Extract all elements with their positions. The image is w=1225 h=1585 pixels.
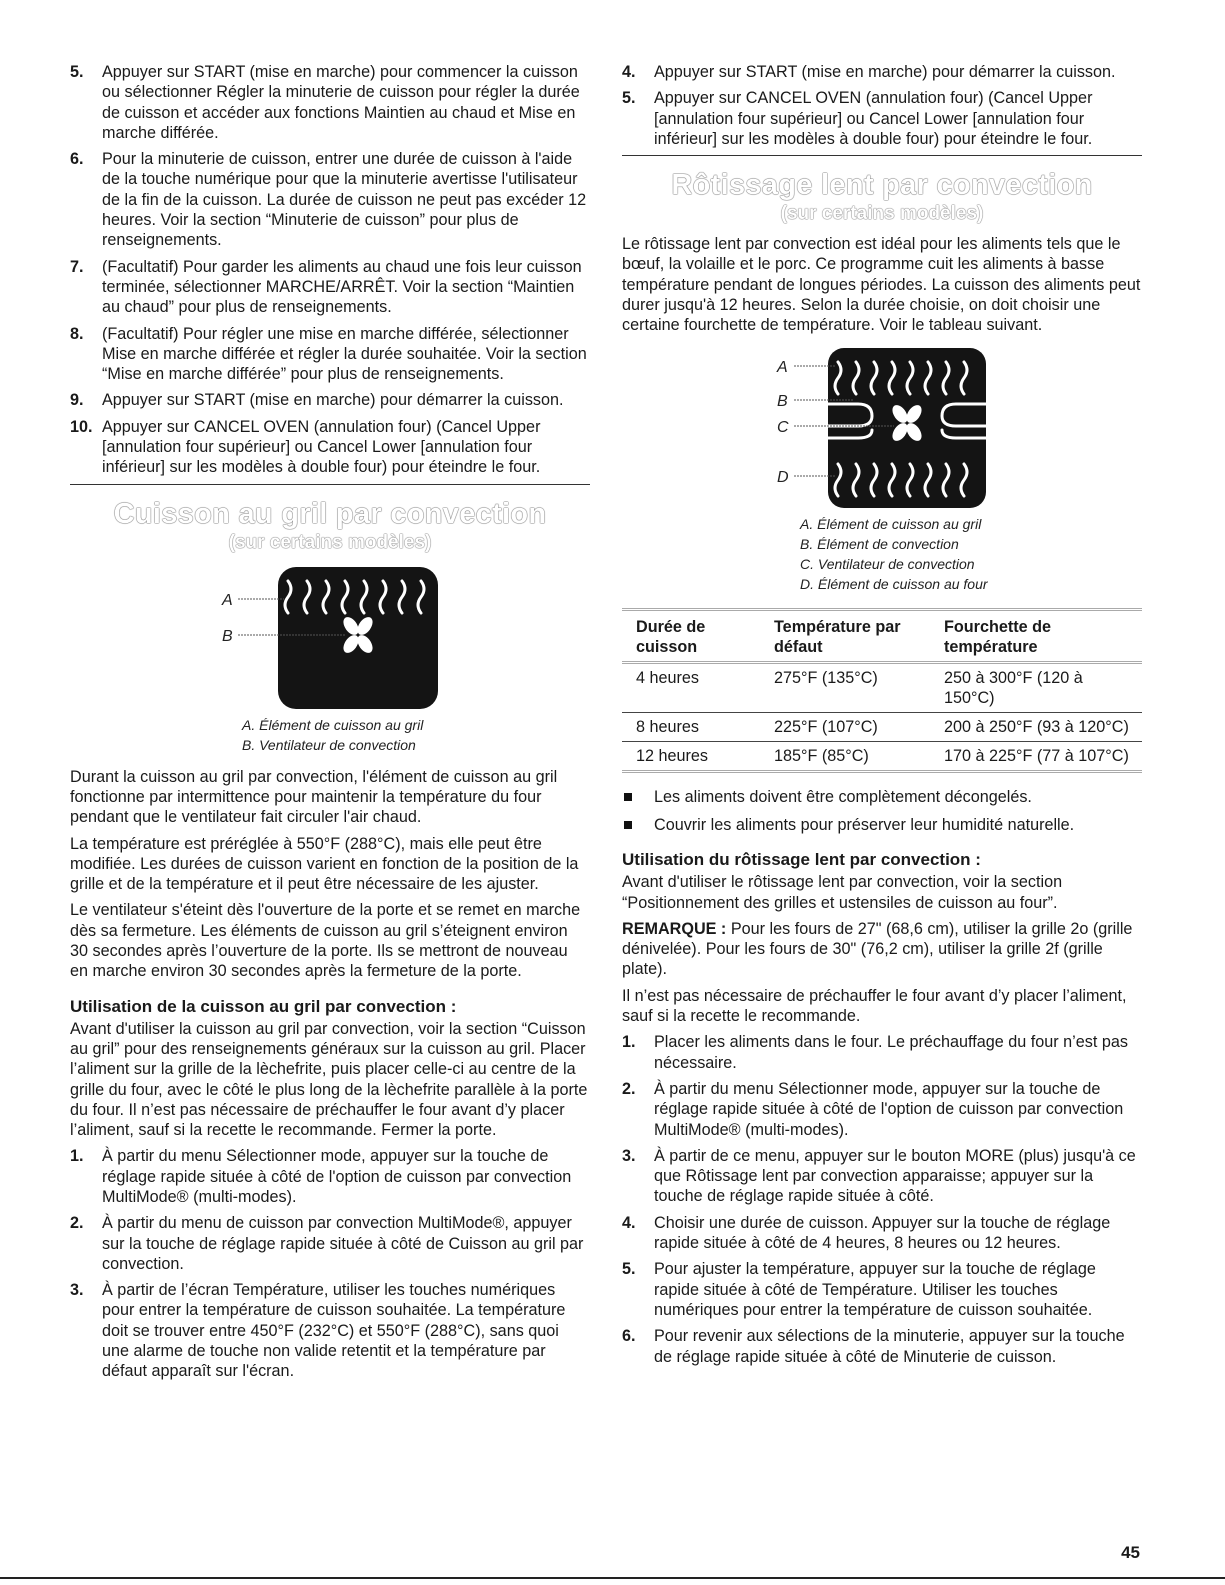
- slow-roast-captions: A. Élément de cuisson au gril B. Élément de convection C. Ventilateur de convection D. Élément de cuisson au four: [800, 515, 988, 592]
- label-c: C: [777, 418, 789, 436]
- list-item: 5. Pour ajuster la température, appuyer sur la touche de réglage rapide située à côté de Température. Utiliser les touches numériques pour entrer la température de cuisson souhaitée.: [622, 1260, 1096, 1319]
- page-number: 45: [1121, 1543, 1140, 1562]
- steps-use-broil: [70, 1146, 590, 1381]
- steps-use-slow-roast: [622, 1032, 1142, 1366]
- steps-top-left: [70, 62, 590, 478]
- bullet-list: [622, 787, 1142, 836]
- list-item: 2. À partir du menu Sélectionner mode, appuyer sur la touche de réglage rapide située à côté de l'option de cuisson par convection MultiMode® (multi-modes).: [622, 1079, 1124, 1139]
- slow-roast-oven-diagram: [622, 342, 1142, 510]
- label-b: B: [777, 392, 788, 410]
- note-label: REMARQUE :: [622, 919, 727, 938]
- slow-roast-table: [622, 608, 1142, 773]
- label-b: B: [222, 627, 233, 645]
- list-item: 4. Choisir une durée de cuisson. Appuyer sur la touche de réglage rapide située à côté de 4 heures, 8 heures ou 12 heures.: [622, 1213, 1111, 1253]
- note-paragraph: REMARQUE : Pour les fours de 27" (68,6 cm), utiliser la grille 2o (grille dénivelée). Pour les fours de 30" (76,2 cm), utiliser la grille 2f (grille plate).: [622, 919, 1133, 979]
- paragraph: La température est préréglée à 550°F (288°C), mais elle peut être modifiée. Les durées de cuisson varient en fonction de la position de la grille et de la température et il peut être nécessaire de les ajuster.: [70, 834, 579, 894]
- list-item: 1. Placer les aliments dans le four. Le préchauffage du four n’est pas nécessaire.: [622, 1033, 1128, 1072]
- list-item: 5. Appuyer sur CANCEL OVEN (annulation four) (Cancel Upper [annulation four supérieur] ou Cancel Lower [annulation four inférieur] sur les modèles à double four) pour éteindre le four.: [622, 89, 1093, 148]
- list-item: 3. À partir de l’écran Température, utiliser les touches numériques pour entrer la température de cuisson souhaitée. La température doit se trouver entre 450°F (232°C) et 550°F (288°C), sans quoi une alarme de touche non valide retentit et la température par défaut apparaît sur l'écran.: [70, 1281, 566, 1381]
- section-title-slow-roast: Rôtissage lent par convection: [671, 169, 1093, 202]
- list-item: Couvrir les aliments pour préserver leur humidité naturelle.: [622, 815, 1142, 835]
- bullet-icon: [624, 821, 632, 829]
- list-item: 2. À partir du menu de cuisson par convection MultiMode®, appuyer sur la touche de réglage rapide située à côté de Cuisson au gril par convection.: [70, 1214, 584, 1273]
- section-subtitle-slow-roast: (sur certains modèles): [780, 203, 984, 225]
- section-divider: [70, 484, 590, 485]
- section-divider: [622, 155, 1142, 156]
- list-item: 6. Pour revenir aux sélections de la minuterie, appuyer sur la touche de réglage rapide située à côté de Minuterie de cuisson.: [622, 1327, 1125, 1366]
- left-column: [70, 62, 590, 1388]
- label-a: A: [222, 591, 233, 609]
- paragraph: Avant d'utiliser la cuisson au gril par convection, voir la section “Cuisson au gril” pour des renseignements généraux sur la cuisson au gril. Placer l’aliment sur la grille de la lèchefrite, puis placer celle-ci au centre de la grille du four, avec le côté le plus long de la lèchefrite parallèle à la porte du four. Il n’est pas nécessaire de préchauffer le four avant d’y placer l’aliment, sauf si la recette le recommande. Fermer la porte.: [70, 1019, 588, 1140]
- broil-oven-diagram: [70, 563, 590, 711]
- list-item: 8. (Facultatif) Pour régler une mise en marche différée, sélectionner Mise en marche différée et régler la durée souhaitée. Voir la section “Mise en marche différée” pour plus de renseignements.: [70, 324, 587, 384]
- broil-captions: A. Élément de cuisson au gril B. Ventilateur de convection: [242, 716, 424, 753]
- section-title-broil: Cuisson au gril par convection: [113, 497, 547, 530]
- heading-use-slow-roast: Utilisation du rôtissage lent par convection :: [622, 850, 981, 870]
- list-item: 3. À partir de ce menu, appuyer sur le bouton MORE (plus) jusqu'à ce que Rôtissage lent par convection apparaisse; appuyer sur la touche de réglage rapide située à côté.: [622, 1146, 1136, 1206]
- list-item: 5. Appuyer sur START (mise en marche) pour commencer la cuisson ou sélectionner Régler la minuterie de cuisson pour régler la durée de cuisson et accéder aux fonctions Maintien au chaud et Mise en marche différée.: [70, 63, 580, 142]
- list-item: 1. À partir du menu Sélectionner mode, appuyer sur la touche de réglage rapide située à côté de l'option de cuisson par convection MultiMode® (multi-modes).: [70, 1147, 572, 1206]
- label-a: A: [777, 358, 788, 376]
- label-d: D: [777, 468, 789, 486]
- list-item: 10. Appuyer sur CANCEL OVEN (annulation four) (Cancel Upper [annulation four supérieur] ou Cancel Lower [annulation four inférieur] sur les modèles à double four) pour éteindre le four.: [70, 417, 541, 477]
- intro-paragraph: Le rôtissage lent par convection est idéal pour les aliments tels que le bœuf, la volaille et le porc. Ce programme cuit les aliments à basse température pendant de longues périodes. La cuisson des aliments peut durer jusqu'à 12 heures. Selon la durée choisie, on doit choisir une certaine fourchette de température. Voir le tableau suivant.: [622, 235, 1141, 335]
- paragraph: Il n’est pas nécessaire de préchauffer le four avant d’y placer l’aliment, sauf si la recette le recommande.: [622, 986, 1127, 1026]
- paragraph: Durant la cuisson au gril par convection, l'élément de cuisson au gril fonctionne par intermittence pour maintenir la température du four pendant que le ventilateur fait circuler l'air chaud.: [70, 767, 558, 827]
- table-row: 8 heures 225°F (107°C) 200 à 250°F (93 à 120°C): [622, 712, 1142, 741]
- table-row: 12 heures 185°F (85°C) 170 à 225°F (77 à 107°C): [622, 741, 1142, 771]
- section-subtitle-broil: (sur certains modèles): [228, 531, 432, 553]
- table-header-row: Durée de cuisson Température par défaut Fourchette de température: [622, 609, 1142, 662]
- paragraph: Avant d'utiliser le rôtissage lent par convection, voir la section “Positionnement des grilles et ustensiles de cuisson au four”.: [622, 873, 1063, 912]
- table-row: 4 heures 275°F (135°C) 250 à 300°F (120 à 150°C): [622, 662, 1142, 712]
- page-bottom-rule: [0, 1577, 1225, 1579]
- paragraph: Le ventilateur s'éteint dès l'ouverture de la porte et se remet en marche dès sa fermeture. Les éléments de cuisson au gril s’éteignent environ 30 secondes après l’ouverture de la porte. Ils se mettront de nouveau en marche environ 30 secondes après la fermeture de la porte.: [70, 901, 581, 981]
- list-item: 4. Appuyer sur START (mise en marche) pour démarrer la cuisson.: [622, 63, 1116, 81]
- heading-use-broil: Utilisation de la cuisson au gril par convection :: [70, 996, 457, 1016]
- list-item: Les aliments doivent être complètement décongelés.: [622, 787, 1142, 807]
- bullet-icon: [624, 793, 632, 801]
- steps-top-right: [622, 62, 1142, 149]
- list-item: 6. Pour la minuterie de cuisson, entrer une durée de cuisson à l'aide de la touche numérique pour que la minuterie avertisse l'utilisateur de la fin de la cuisson. La durée de cuisson ne peut pas excéder 12 heures. Voir la section “Minuterie de cuisson” pour plus de renseignements.: [70, 150, 587, 250]
- right-column: [622, 62, 1142, 1373]
- list-item: 9. Appuyer sur START (mise en marche) pour démarrer la cuisson.: [70, 391, 564, 410]
- list-item: 7. (Facultatif) Pour garder les aliments au chaud une fois leur cuisson terminée, sélectionner MARCHE/ARRÊT. Voir la section “Maintien au chaud” pour plus de renseignements.: [70, 257, 582, 317]
